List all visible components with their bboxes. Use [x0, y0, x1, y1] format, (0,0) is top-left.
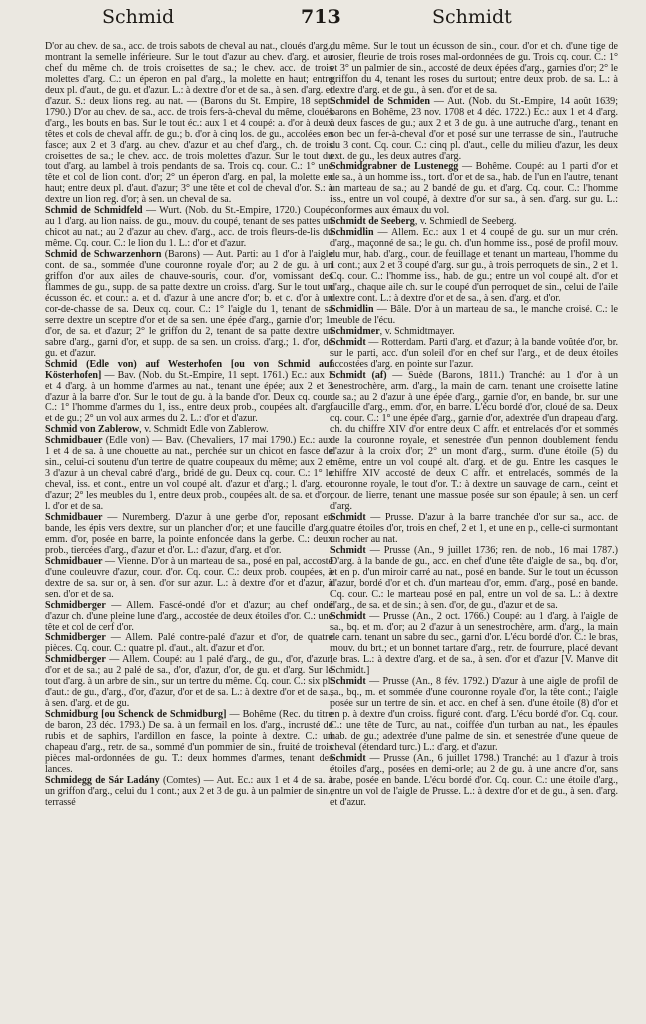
entry-blazon: , v. Schmidt Edle von Zablerow. — [139, 424, 269, 436]
armorial-entry — [45, 655, 333, 710]
header-left-guide-word: Schmid — [102, 6, 175, 28]
armorial-entry — [45, 206, 333, 250]
entry-name: Schmidegg de Sár Ladány — [45, 774, 160, 786]
entry-blazon: — Suède (Barons, 1811.) Tranché: au 1 d'or à un senestrochère, arm. d'arg., la main de carn. tenant une croisette latine de sa.; au 2 d'azur à une épée d'arg., garnie d'or, en bande, br. sur une faucille d'arg., emm. d'or, en barre. L'écu bordé d'or, cloué de sa. Deux cq. cour. C.: 1° une épée d'arg., garnie d'or, adextrée d'un drapeau d'arg. ch. du chiffre XIV d'or entre deux C affr. et entrelacés d'or et sommés de la couronne royale, et senestrée d'un pennon doublement fendu d'azur à la croix d'or; 2° un mont d'arg., surm. d'une étoile (5) du même, entre un vol coupé alt. d'arg. et de gu. Entre les casques le chiffre XIV accosté de deux C affr. et entrelacés, sommés de la couronne royale, le tout d'or. T.: à dextre un sauvage de carn., ceint et cour. de lierre, tenant une massue posée sur son épaule; à sen. un cerf d'arg. — [330, 369, 618, 513]
entry-name: Schmidt — [330, 610, 366, 622]
left-column — [45, 42, 333, 809]
armorial-entry — [330, 228, 618, 305]
entry-blazon: (Comtes) — Aut. Ec.: aux 1 et 4 de sa. à un griffon d'arg., celui du 1 cont.; aux 2 et 3 de gu. à un palmier de sin., terrassé — [45, 774, 334, 808]
armorial-entry — [45, 710, 333, 776]
header-right-guide-word: Schmidt — [432, 6, 512, 28]
entry-blazon: D'or au chev. de sa., acc. de trois sabots de cheval au nat., cloués d'arg., montrant la semelle inférieure. Sur le tout d'azur au chev. d'arg. et au chef du même ch. de trois croisettes de sa.; le chev. acc. de trois molettes d'arg. C.: un éperon en pal d'arg., la molette en haut; entre deux pl. d'aut., de gu. et d'azur. L.: à dextre d'or et de sa., à sen. d'arg. et d'azur. S.: deux lions reg. au nat. — (Barons du St. Empire, 18 sept. 1790.) D'or au chev. de sa., acc. de trois fers-à-cheval du même, cloués d'arg., les bouts en bas. Sur le tout éc.: aux 1 et 4 coupé: a. d'or à deux têtes et cols de cheval affr. de gu.; b. d'or à cinq los. de gu., accolées en fasce; aux 2 et 3 d'arg. au chev. d'azur et au chef d'arg., ch. de trois croisettes de sa.; le chev. acc. de trois molettes d'azur. Sur le tout du tout d'arg. au lambel à trois pendants de sa. Trois cq. cour. C.: 1° une tête et col de lion cont. d'or; 2° un éperon d'arg. en pal, la molette en haut; entre deux pl. d'aut. d'azur; 3° une tête et col de cheval d'or. S.: à dextre un lion reg. d'or; à sen. un cheval de sa. — [45, 41, 333, 206]
armorial-entry — [45, 513, 333, 557]
entry-blazon: , v. Schmidtmayer. — [379, 325, 455, 337]
entry-blazon: — Bohême. Coupé: au 1 parti d'or et de sa., à un homme iss., tort. d'or et de sa., hab. de l'un en l'autre, tenant un marteau de sa.; au 2 bandé de gu. et d'arg. Cq. cour. C.: l'homme iss., entre un vol coupé, à dextre d'or sur sa., à sen. d'arg. sur gu. L.: conformes aux émaux du vol. — [330, 161, 619, 217]
entry-blazon: — Prusse (An., 9 juillet 1736; ren. de nob., 16 mai 1787.) D'arg. à la bande de gu., acc. en chef d'une tête d'aigle de sa., bq. d'or, et en p. d'un miroir carré au nat., posé en bande. Sur le tout un écusson d'azur, bordé d'or et ch. d'un marteau d'or, emm. d'arg., posé en bande. Cq. cour. C.: le marteau posé en pal, entre un vol de sa. L.: à dextre d'arg., de sa. et de sin.; à sen. d'or, de gu., d'azur et de sa. — [330, 544, 618, 611]
entry-name: Schmidbauer — [45, 555, 103, 567]
entry-blazon: — Bâle. D'or à un marteau de sa., le manche croisé. C.: le meuble de l'écu. — [330, 303, 618, 326]
entry-blazon: — Rotterdam. Parti d'arg. et d'azur; à la bande voûtée d'or, br. sur le parti, acc. d'un soleil d'or en chef sur l'arg., et de deux étoiles accostées d'arg. en pointe sur l'azur. — [330, 336, 618, 370]
entry-name: Schmidt — [330, 336, 366, 348]
entry-name: Schmidt — [330, 676, 366, 688]
entry-name: Schmidberger — [45, 654, 106, 666]
entry-blazon: — Bohême (Rec. du titre de baron, 23 déc. 1793.) De sa. à un fermail en los. d'arg., incrusté de rubis et de saphirs, l'ardillon en fasce, la pointe à dextre. C.: un chapeau d'arg., retr. de sa., sommé d'un pommier de sin., fruité de trois pièces mal-ordonnées de gu. T.: deux hommes d'armes, tenant des lances. — [45, 709, 333, 775]
entry-name: Schmid von Zablerow — [45, 424, 140, 436]
entry-name: Schmidt de Seeberg — [330, 216, 415, 228]
entry-blazon: — Prusse (An., 2 oct. 1766.) Coupé: au 1 d'arg. à l'aigle de sa., bq. et m. d'or; au 2 d'azur à un senestrochère, arm. d'arg., la main de carn. tenant un sabre du sec., garni d'or. L'écu bordé d'or. C.: le bras, mouv. du brt.; et un bonnet tartare d'arg., retr. de fourrure, placé devant le bras. L.: à dextre d'arg. et de sa., à sen. d'or et d'azur [V. Manve dit Schmidt.] — [330, 610, 618, 677]
entry-blazon: — Allem. Palé contre-palé d'azur et d'or, de quatre pièces. Cq. cour. C.: quatre pl. d'aut., alt. d'azur et d'or. — [45, 632, 333, 655]
entry-blazon: — Allem. Fascé-ondé d'or et d'azur; au chef ondé d'azur ch. d'une pleine lune d'arg., accostée de deux étoiles d'or. C.: une tête et col de cerf d'or. — [45, 599, 333, 633]
entry-name: Schmidmer — [330, 325, 380, 337]
armorial-entry — [330, 97, 618, 163]
entry-name: Schmidel de Schmiden — [330, 95, 430, 107]
page-number: 713 — [301, 6, 341, 28]
entry-blazon: du même. Sur le tout un écusson de sin., cour. d'or et ch. d'une tige de rosier, fleurie de trois roses mal-ordonnées de gu. Trois cq. cour. C.: 1° et 3° un palmier de sin., accosté de deux épées d'arg., garnies d'or; 2° le griffon du 4, tenant les roses du surtout; entre deux prob. de sa. L.: à dextre d'arg. et de gu., à sen. d'or et de sa. — [330, 41, 618, 96]
entry-name: Schmidt — [330, 544, 366, 556]
entry-name: Schmidgrabner de Lustenegg — [330, 161, 459, 173]
entry-blazon: — Bav. (Nob. du St.-Empire, 11 sept. 1761.) Ec.: aux 1 et 4 d'arg. à un homme d'armes au nat., tenant une épée; aux 2 et 3 d'azur à la barre d'or. Sur le tout de gu. à la bande d'or. Deux cq. cour. C.: 1° l'homme d'armes du 1, iss., entre deux prob., coupées alt. d'arg. et de gu.; 2° un vol aux armes du 2. L.: d'or et d'azur. — [45, 369, 333, 425]
entry-name: Schmidburg [ou Schenck de Schmidburg] — [45, 709, 227, 721]
entry-name: Schmid de Schwarzenhorn — [45, 249, 162, 261]
entry-blazon: — Wurt. (Nob. du St.-Empire, 1720.) Coupé: au 1 d'arg. au lion naiss. de gu., mouv. du coupé, tenant de ses pattes un chicot au nat.; au 2 d'azur au chev. d'arg., acc. de trois fleurs-de-lis du même. Cq. cour. C.: le lion du 1. L.: d'or et d'azur. — [45, 205, 333, 250]
armorial-entry — [330, 371, 618, 513]
entry-blazon: — Aut. (Nob. du St.-Empire, 14 août 1639; barons en Bohême, 23 nov. 1708 et 4 déc. 1722.) Ec.: aux 1 et 4 d'arg. à deux fasces de gu.; aux 2 et 3 de gu. à une autruche d'arg., tenant en son bec un fer-à-cheval d'or et posé sur une terrasse de sin., l'autruche du 3 cont. Cq. cour. C.: cinq pl. d'aut., celle du milieu d'azur, les deux ext. de gu., les deux autres d'arg. — [330, 95, 618, 162]
entry-name: Schmidbauer — [45, 511, 103, 523]
entry-blazon: (Edle von) — Bav. (Chevaliers, 17 mai 1790.) Ec.: aux 1 et 4 de sa. à une chouette au nat., perchée sur un chicot en fasce de sin., celui-ci soutenu d'un tertre de quatre coupeaux du même; aux 2 et 3 d'azur à un cheval cabré d'arg., bridé de gu. Deux cq. cour. C.: 1° le cheval, iss. et cont., entre un vol coupé alt. d'azur et d'arg.; l. d'arg. et d'azur; 2° les meubles du 1, entre deux prob., coupées alt. de sa. et d'or; l. d'or et de sa. — [45, 435, 333, 513]
armorial-entry — [330, 612, 618, 678]
armorial-entry — [330, 677, 618, 754]
armorial-entry — [45, 601, 333, 634]
armorial-entry — [45, 557, 333, 601]
entry-blazon: — Allem. Ec.: aux 1 et 4 coupé de gu. sur un mur crén. d'arg., maçonné de sa.; le gu. ch. d'un homme iss., posé de profil mouv. du mur, hab. d'arg., cour. de feuillage et tenant un marteau, l'homme du 1 cont.; aux 2 et 3 coupé d'arg. sur gu., à trois perroquets de sin., 2 et 1. Cq. cour. C.: l'homme iss., hab. de gu.; entre un vol coupé alt. d'or et d'arg., chaque aile ch. sur le coupé d'un perroquet de sin., celui de l'aile dextre cont. L.: à dextre d'or et de sa., à sen. d'arg. et d'or. — [330, 227, 618, 304]
entry-name: Schmidlin — [330, 227, 374, 239]
armorial-entry — [330, 513, 618, 546]
entry-name: Schmidberger — [45, 599, 106, 611]
entry-blazon: , v. Schmiedl de Seeberg. — [414, 216, 517, 228]
armorial-entry — [330, 754, 618, 809]
entry-blazon: — Allem. Coupé: au 1 palé d'arg., de gu., d'or, d'azur, d'or et de sa.; au 2 palé de sa., d'or, d'azur, d'or, de gu. et d'arg. Sur le tout d'arg. à un arbre de sin., sur un tertre du même. Cq. cour. C.: six pl. d'aut.: de gu., d'arg., d'or, d'azur, d'or et de sa. L.: à dextre d'or et de sa., à sen. d'arg. et de gu. — [45, 654, 333, 710]
armorial-entry — [45, 250, 333, 360]
entry-blazon: — Prusse (An., 6 juillet 1798.) Tranché: au 1 d'azur à trois étoiles d'arg., posées en demi-orle; au 2 de gu. à une ancre d'or, sans trabe, posée en bande. L'écu bordé d'or. Cq. cour. C.: une étoile d'arg., entre un vol de l'aigle de Prusse. L.: à dextre d'or et de gu., à sen. d'arg. et d'azur. — [330, 752, 618, 808]
armorial-entry — [330, 42, 618, 97]
entry-name: Schmidbauer — [45, 435, 103, 447]
entry-name: Schmid (Edle von) auf Westerhofen [ou von Schmid auf Kösterhofen] — [45, 358, 333, 381]
armorial-entry — [45, 436, 333, 513]
armorial-entry — [45, 633, 333, 655]
running-header — [0, 2, 646, 32]
armorial-entry — [330, 162, 618, 217]
entry-blazon: — Nuremberg. D'azur à une gerbe d'or, reposant en bande, les épis vers dextre, sur un plancher d'or; et une faucille d'arg., emm. d'or, posée en barre, la pointe enfoncée dans la gerbe. C.: deux prob., tiercées d'arg., d'azur et d'or. L.: d'azur, d'arg. et d'or. — [45, 511, 333, 556]
armorial-entry — [45, 776, 333, 809]
entry-blazon: — Vienne. D'or à un marteau de sa., posé en pal, accosté d'une couleuvre d'azur, cour. d'or. Cq. cour. C.: deux prob. coupées, à dextre de sa. sur or, à sen. d'or sur azur. L.: à dextre d'or et d'azur, à sen. d'or et de sa. — [45, 555, 333, 600]
armorial-entry — [330, 305, 618, 327]
entry-blazon: (Barons) — Aut. Parti: au 1 d'or à l'aigle cont. de sa., sommée d'une couronne royale d'or; au 2 de gu. à un griffon d'or aux ailes de chauve-souris, cour. d'or, vomissant des flammes de gu., supp. de sa patte dextre un croiss. d'arg. Sur le tout un écusson éc. et cour.: a. et d. d'azur à une ancre d'or; b. et c. d'or à un cor-de-chasse de sa. Deux cq. cour. C.: 1° l'aigle du 1, tenant de sa serre dextre un sceptre d'or et de sa sen. une épée d'arg., garnie d'or; 1. d'or, de sa. et d'azur; 2° le griffon du 2, tenant de sa patte dextre un sabre d'arg., garni d'or, et supp. de sa sen. un croiss. d'arg.; 1. d'or, de gu. et d'azur. — [45, 249, 333, 359]
entry-name: Schmidberger — [45, 632, 106, 644]
armorial-entry — [330, 546, 618, 612]
entry-name: Schmidlin — [330, 303, 374, 315]
armorial-entry — [45, 42, 333, 206]
armorial-entry — [45, 360, 333, 426]
entry-name: Schmid de Schmidfeld — [45, 205, 143, 217]
entry-name: Schmidt — [330, 511, 366, 523]
right-column — [330, 42, 618, 809]
entry-name: Schmidt — [330, 752, 366, 764]
entry-blazon: — Prusse. D'azur à la barre tranchée d'or sur sa., acc. de quatre étoiles d'or, trois en chef, 2 et 1, et une en p., celle-ci surmontant un rocher au nat. — [330, 511, 618, 545]
entry-name: Schmidt (af) — [330, 369, 387, 381]
armorial-entry — [330, 338, 618, 371]
entry-blazon: — Prusse (An., 8 fév. 1792.) D'azur à une aigle de profil de sa., bq., m. et sommée d'une couronne royale d'or, la tête cont.; l'aigle posée sur un tertre de sin. et acc. en chef à sen. d'une étoile (8) d'or et en p. à dextre d'un croiss. figuré cont. d'arg. L'écu bordé d'or. Cq. cour. C.: une tête de Turc, au nat., coiffée d'un turban au nat., les épaules hab. de gu.; adextrée d'une palme de sin. et senestrée d'une queue de cheval (étendard turc.) L.: d'arg. et d'azur. — [330, 676, 618, 753]
